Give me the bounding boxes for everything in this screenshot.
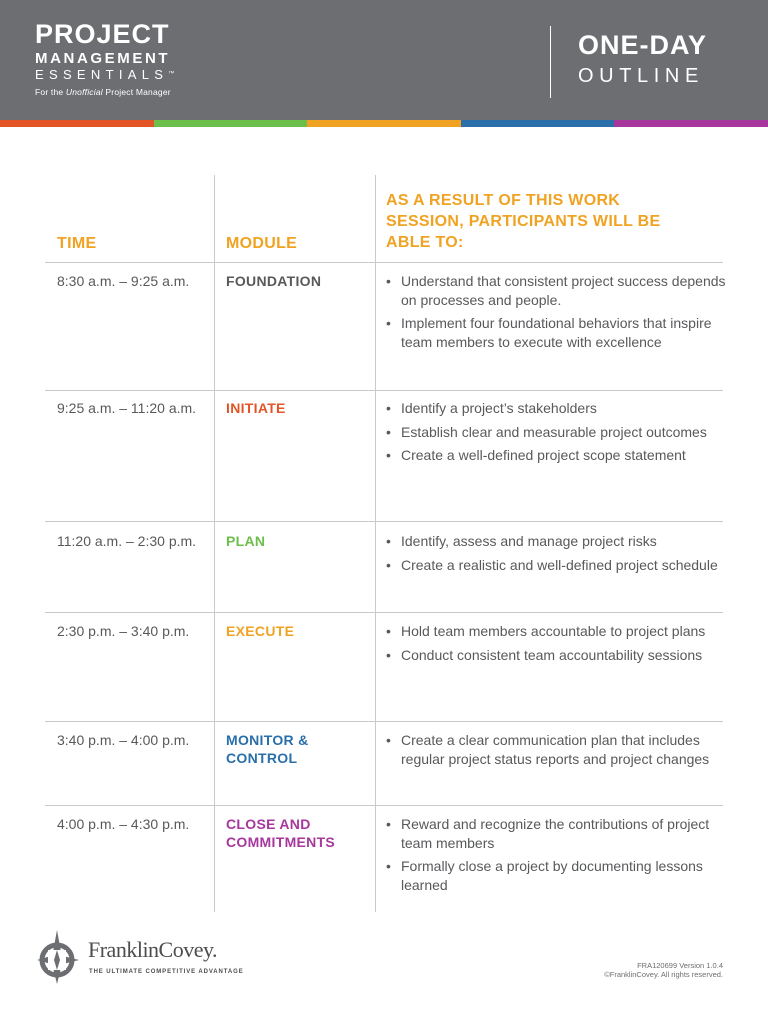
stripe-segment-green — [154, 120, 307, 127]
header-divider — [550, 26, 551, 98]
row-divider — [45, 721, 723, 722]
copyright-notice: ©FranklinCovey. All rights reserved. — [604, 970, 723, 979]
tagline-suffix: Project Manager — [102, 87, 171, 97]
brand-tagline — [35, 87, 174, 98]
brand-subtitle: MANAGEMENT — [35, 50, 171, 67]
brand-essentials — [35, 67, 174, 82]
column-header-outcomes: AS A RESULT OF THIS WORK SESSION, PARTICIPANTS WILL BE ABLE TO: — [386, 192, 661, 251]
row-divider — [45, 805, 723, 806]
stripe-segment-orange — [0, 120, 154, 127]
row-module: MONITOR & CONTROL — [226, 732, 309, 766]
outcome-item: • Create a clear communication plan that includes regular project status reports and project changes — [386, 731, 726, 768]
outcome-item: • Identify, assess and manage project risks — [386, 532, 726, 551]
row-divider — [45, 612, 723, 613]
column-divider-2 — [375, 175, 376, 912]
tagline-prefix: For the — [35, 87, 66, 97]
stripe-segment-purple — [614, 120, 768, 127]
column-header-module: MODULE — [226, 235, 298, 252]
row-divider — [45, 521, 723, 522]
outcome-item: • Hold team members accountable to project plans — [386, 622, 726, 641]
row-outcomes — [386, 731, 726, 773]
brand-title: PROJECT — [35, 19, 170, 49]
brand-essentials-text: ESSENTIALS — [35, 67, 169, 82]
row-module: PLAN — [226, 533, 266, 549]
row-time: 11:20 a.m. – 2:30 p.m. — [57, 533, 197, 549]
outcome-item: • Reward and recognize the contributions of project team members — [386, 815, 726, 852]
header-rule — [45, 262, 723, 263]
row-time: 3:40 p.m. – 4:00 p.m. — [57, 732, 190, 748]
brand-block — [35, 20, 174, 98]
row-outcomes — [386, 272, 726, 356]
row-module: EXECUTE — [226, 623, 295, 639]
row-outcomes — [386, 532, 726, 579]
stripe-segment-blue — [461, 120, 614, 127]
row-outcomes — [386, 815, 726, 899]
outcome-item: • Conduct consistent team accountability sessions — [386, 646, 726, 665]
outcome-item: • Create a realistic and well-defined project schedule — [386, 556, 726, 575]
row-time: 9:25 a.m. – 11:20 a.m. — [57, 400, 197, 416]
color-stripe — [0, 120, 768, 127]
column-header-time: TIME — [57, 235, 97, 252]
logo-tagline: THE ULTIMATE COMPETITIVE ADVANTAGE — [89, 969, 244, 975]
outcome-item: • Create a well-defined project scope statement — [386, 446, 726, 465]
row-outcomes — [386, 622, 726, 669]
row-outcomes — [386, 399, 726, 470]
row-time: 4:00 p.m. – 4:30 p.m. — [57, 816, 190, 832]
tagline-emphasis: Unofficial — [65, 87, 103, 97]
outcome-item: • Implement four foundational behaviors that inspire team members to execute with excellence — [386, 314, 726, 351]
footer-meta — [604, 961, 723, 979]
logo-wordmark: FranklinCovey. — [88, 937, 218, 962]
franklincovey-logo — [35, 928, 265, 988]
row-divider — [45, 390, 723, 391]
column-divider-1 — [214, 175, 215, 912]
compass-logo-icon — [35, 928, 83, 984]
document-version: FRA120699 Version 1.0.4 — [637, 961, 723, 970]
header-banner — [0, 0, 768, 120]
outcome-item: • Establish clear and measurable project outcomes — [386, 423, 726, 442]
outcome-item: • Formally close a project by documenting lessons learned — [386, 857, 726, 894]
stripe-segment-yellow — [307, 120, 461, 127]
row-module: CLOSE AND COMMITMENTS — [226, 816, 336, 850]
row-time: 2:30 p.m. – 3:40 p.m. — [57, 623, 190, 639]
row-module: FOUNDATION — [226, 273, 322, 289]
outcome-item: • Identify a project’s stakeholders — [386, 399, 726, 418]
outline-title — [578, 30, 707, 88]
row-time: 8:30 a.m. – 9:25 a.m. — [57, 273, 190, 289]
trademark-symbol: ™ — [168, 71, 175, 77]
outline-title-line1: ONE-DAY — [578, 30, 708, 60]
outline-title-line2: OUTLINE — [578, 65, 704, 87]
outcome-item: • Understand that consistent project success depends on processes and people. — [386, 272, 726, 309]
row-module: INITIATE — [226, 400, 286, 416]
